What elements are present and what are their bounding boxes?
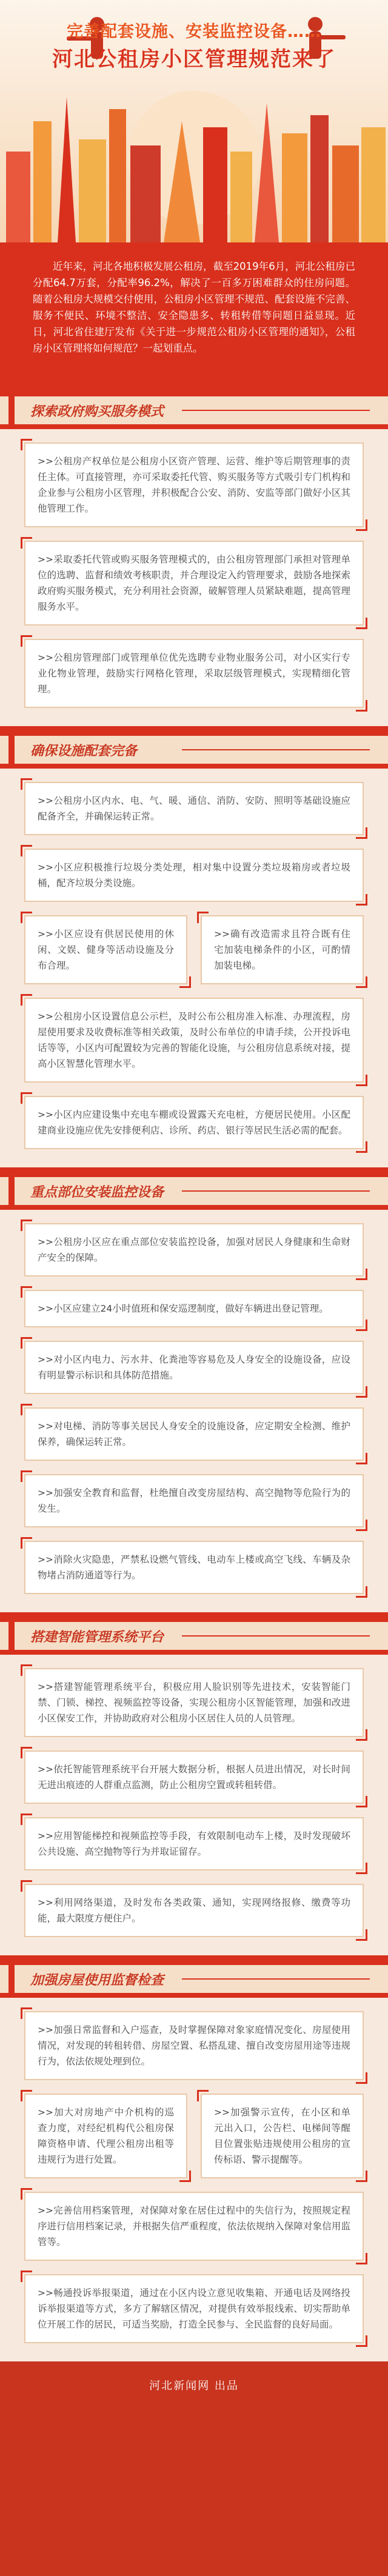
- intro-text: 近年来，河北各地积极发展公租房，截至2019年6月，河北公租房已分配64.7万套，分配率96.2%，解决了一百多万困难群众的住房问题。随着公租房大规模交付使用，公租房小区管理不规范、配套设施不完善、服务不便民、环境不整洁、安全隐患多、转租转借等问题日益显现。近日，河北省住建厅发布《关于进一步规范公租房小区管理的通知》，公租房小区管理将如何规范？一起划重点。: [33, 261, 355, 354]
- content-card: >>公租房小区内水、电、气、暖、通信、消防、安防、照明等基础设施应配备齐全，并确保运转正常。: [24, 782, 364, 835]
- section-supervision: [0, 1955, 388, 2361]
- hero-subtitle: 完善配套设施、安装监控设备……: [67, 22, 321, 41]
- section-title: 重点部位安装监控设备: [30, 1185, 164, 1200]
- content-card: >>小区应设有供居民使用的休闲、文娱、健身等活动设施及分布合理。: [24, 915, 187, 984]
- section-title: 搭建智能管理系统平台: [30, 1630, 164, 1645]
- content-card: >>加强警示宣传，在小区和单元出入口，公告栏、电梯间等醒目位置张贴违规使用公租房的宣传标语、警示提醒等。: [201, 2094, 364, 2178]
- card-pair: [24, 2094, 364, 2178]
- content-card: >>加大对房地产中介机构的巡查力度，对经纪机构代公租房保障资格申请、代理公租房出租等违规行为进行处置。: [24, 2094, 187, 2178]
- hero-title: 河北公租房小区管理规范来了: [52, 47, 336, 72]
- section-title: 确保设施配套完备: [30, 744, 138, 759]
- content-card: >>搭建智能管理系统平台，积极应用人脸识别等先进技术，安装智能门禁、门锁、梯控、视频监控等设备，实现公租房小区智能管理，加强和改进小区保安工作，并协助政府对公租房小区居住人员的人员管理。: [24, 1668, 364, 1737]
- content-card: >>完善信用档案管理，对保障对象在居住过程中的失信行为，按照规定程序进行信用档案记录，并根据失信严重程度，依法依规纳入保障对象信用监管等。: [24, 2192, 364, 2261]
- section-header: [0, 1612, 388, 1655]
- section-header: [0, 387, 388, 429]
- content-card: >>公租房小区设置信息公示栏，及时公布公租房准入标准、办理流程，房屋使用要求及收费标准等相关政策，及时公布单位的申请手续，公开投诉电话等等，小区内可配置较为完善的智能化设施，与公租房信息系统对接，提高小区智慧化管理水平。: [24, 998, 364, 1083]
- section-header: [0, 1167, 388, 1210]
- content-card: >>确有改造需求且符合既有住宅加装电梯条件的小区，可酌情加装电梯。: [201, 915, 364, 984]
- intro-block: [0, 242, 388, 387]
- content-card: >>公租房产权单位是公租房小区资产管理、运营、维护等后期管理事的责任主体。可直接管理，亦可采取委托代管、购买服务等方式吸引专门机构和企业参与公租房小区管理，并积极配合公安、消防、安监等部门做好小区其他管理工作。: [24, 442, 364, 527]
- content-card: >>加强日常监督和入户巡查，及时掌握保障对象家庭情况变化、房屋使用情况，对发现的转租转借、房屋空置、私搭乱建、擅自改变房屋用途等违规行为，依法依规处理到位。: [24, 2011, 364, 2080]
- content-card: >>加强安全教育和监督，杜绝擅自改变房屋结构、高空抛物等危险行为的发生。: [24, 1474, 364, 1527]
- section-facilities: [0, 726, 388, 1167]
- content-card: >>消除火灾隐患，严禁私设燃气管线、电动车上楼或高空飞线、车辆及杂物堵占消防通道等行为。: [24, 1541, 364, 1594]
- content-card: >>依托智能管理系统平台开展大数据分析，根据人员进出情况，对长时间无进出痕迹的人群重点监测，防止公租房空置或转租转借。: [24, 1750, 364, 1804]
- hero-banner: [0, 0, 388, 242]
- content-card: >>对电梯、消防等事关居民人身安全的设施设备，应定期安全检测、维护保养，确保运转正常。: [24, 1407, 364, 1461]
- content-card: >>利用网络渠道，及时发布各类政策、通知，实现网络报修、缴费等功能，最大限度方便住户。: [24, 1884, 364, 1937]
- section-monitoring: [0, 1167, 388, 1612]
- card-pair: [24, 915, 364, 984]
- content-card: >>应用智能梯控和视频监控等手段，有效限制电动车上楼，及时发现破坏公共设施、高空抛物等行为并取证留存。: [24, 1817, 364, 1870]
- content-card: >>对小区内电力、污水井、化粪池等容易危及人身安全的设施设备，应设有明显警示标识和具体防范措施。: [24, 1341, 364, 1394]
- content-card: >>公租房管理部门或管理单位优先选聘专业物业服务公司，对小区实行专业化物业管理，鼓励实行网格化管理，采取层级管理模式，实现精细化管理。: [24, 639, 364, 708]
- footer: [0, 2361, 388, 2410]
- section-title: 加强房屋使用监督检查: [30, 1973, 164, 1988]
- section-smart-platform: [0, 1612, 388, 1955]
- section-purchase-service: [0, 387, 388, 726]
- section-title: 探索政府购买服务模式: [30, 404, 164, 419]
- content-card: >>采取委托代管或购买服务管理模式的，由公租房管理部门承担对管理单位的选聘、监督和绩效考核职责，并合理设定入约管理要求，鼓励各地探索政府购买服务模式，充分利用社会资源，破解管理人员紧缺难题，提高管理服务水平。: [24, 541, 364, 626]
- content-card: >>小区应积极推行垃圾分类处理，相对集中设置分类垃圾箱房或者垃圾桶，配齐垃圾分类设施。: [24, 849, 364, 902]
- section-header: [0, 726, 388, 769]
- content-card: >>小区应建立24小时值班和保安巡逻制度，做好车辆进出登记管理。: [24, 1290, 364, 1327]
- content-card: >>畅通投诉举报渠道，通过在小区内设立意见收集箱、开通电话及网络投诉举报渠道等方式，多方了解辖区情况，对提供有效举报线索、切实帮助单位开展工作的居民，可适当奖励，打造全民参与、全民监督的良好局面。: [24, 2274, 364, 2343]
- content-card: >>小区内应建设集中充电车棚或设置露天充电桩，方便居民使用。小区配建商业设施应优先安排便利店、诊所、药店、银行等居民生活必需的配套。: [24, 1096, 364, 1149]
- footer-credit: 河北新闻网 出品: [149, 2380, 239, 2392]
- section-header: [0, 1955, 388, 1998]
- content-card: >>公租房小区应在重点部位安装监控设备，加强对居民人身健康和生命财产安全的保障。: [24, 1223, 364, 1276]
